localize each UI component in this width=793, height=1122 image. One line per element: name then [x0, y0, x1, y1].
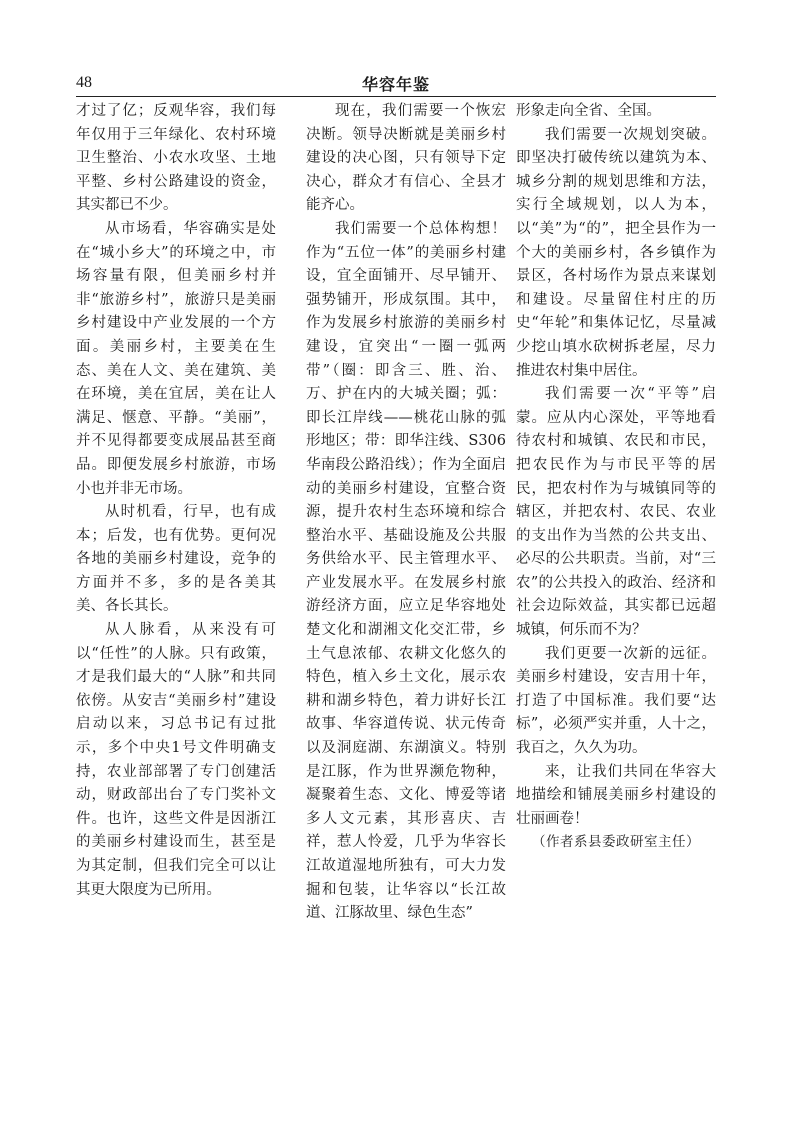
- paragraph: 从人脉看，从来没有可以“任性”的人脉。只有政策，才是我们最大的“人脉”和共同依傍。从安吉“美丽乡村”建设启动以来，习总书记有过批示，多个中央1号文件明确支持，农业部部署了专门创建活动，财政部出台了专门奖补文件。也许，这些文件是因浙江的美丽乡村建设而生，甚至是为其定制，但我们完全可以让其更大限度为已所用。: [76, 622, 276, 898]
- column-1: [76, 100, 276, 902]
- paragraph: 来，让我们共同在华容大地描绘和铺展美丽乡村建设的壮丽画卷！: [516, 763, 716, 827]
- book-title: 华容年鉴: [361, 75, 430, 94]
- page-number: 48: [76, 74, 92, 91]
- paragraph: 我们需要一次“平等”启蒙。应从内心深处，平等地看待农村和城镇、农民和市民，把农民作为与市民平等的居民，把农村作为与城镇同等的辖区，并把农村、农民、农业的支出作为当然的公共支出、必尽的公共职责。当前，对“三农”的公共投入的政治、经济和社会边际效益，其实都已远超城镇，何乐而不为？: [516, 386, 716, 639]
- column-3: [516, 100, 716, 855]
- running-header: [76, 72, 716, 97]
- column-2: [306, 100, 506, 926]
- paragraph: 现在，我们需要一个恢宏决断。领导决断就是美丽乡村建设的决心图，只有领导下定决心，群众才有信心、全县才能齐心。: [306, 103, 506, 214]
- paragraph: 我们需要一个总体构想！作为“五位一体”的美丽乡村建设，宜全面铺开、尽早铺开、强势铺开，形成氛围。其中，作为发展乡村旅游的美丽乡村建设，宜突出“一圈一弧两带”（圈：即含三、胜、治、万、护在内的大城关圈；弧：即长江岸线——桃花山脉的弧形地区；带：即华注线、S306华南段公路沿线）；作为全面启动的美丽乡村建设，宜整合资源，提升农村生态环境和综合整治水平、基础设施及公共服务供给水平、民主管理水平、产业发展水平。在发展乡村旅游经济方面，应立足华容地处楚文化和湖湘文化交汇带，乡土气息浓郁、农耕文化悠久的特色，植入乡土文化，展示农耕和湖乡特色，着力讲好长江故事、华容道传说、状元传奇以及洞庭湖、东湖演义。特别是江豚，作为世界濒危物种，凝聚着生态、文化、博爱等诸多人文元素，其形喜庆、吉祥，惹人怜爱，几乎为华容长江故道湿地所独有，可大力发掘和包装，让华容以“长江故道、江豚故里、绿色生态”: [306, 220, 506, 922]
- paragraph: 才过了亿；反观华容，我们每年仅用于三年绿化、农村环境卫生整治、小农水攻坚、土地平整、乡村公路建设的资金，其实都已不少。: [76, 103, 276, 214]
- paragraph: 从时机看，行早，也有成本；后发，也有优势。更何况各地的美丽乡村建设，竞争的方面并不多，多的是各美其美、各长其长。: [76, 504, 276, 615]
- author-byline: （作者系县委政研室主任）: [532, 834, 700, 851]
- paragraph: 形象走向全省、全国。: [516, 103, 661, 119]
- paragraph: 我们更要一次新的远征。美丽乡村建设，安吉用十年，打造了中国标准。我们要“达标”，必须严实并重，人十之，我百之，久久为功。: [516, 645, 716, 757]
- paragraph: 我们需要一次规划突破。即坚决打破传统以建筑为本、城乡分割的规划思维和方法，实行全域规划，以人为本，以“美”为“的”，把全县作为一个大的美丽乡村，各乡镇作为景区，各村场作为景点来谋划和建设。尽量留住村庄的历史“年轮”和集体记忆，尽量减少挖山填水砍树拆老屋，尽力推进农村集中居住。: [516, 126, 716, 379]
- paragraph: 从市场看，华容确实是处在“城小乡大”的环境之中，市场容量有限，但美丽乡村并非“旅游乡村”，旅游只是美丽乡村建设中产业发展的一个方面。美丽乡村，主要美在生态、美在人文、美在建筑、美在环境，美在宜居，美在让人满足、惬意、平静。“美丽”，并不见得都要变成展品甚至商品。即便发展乡村旅游，市场小也并非无市场。: [76, 220, 276, 497]
